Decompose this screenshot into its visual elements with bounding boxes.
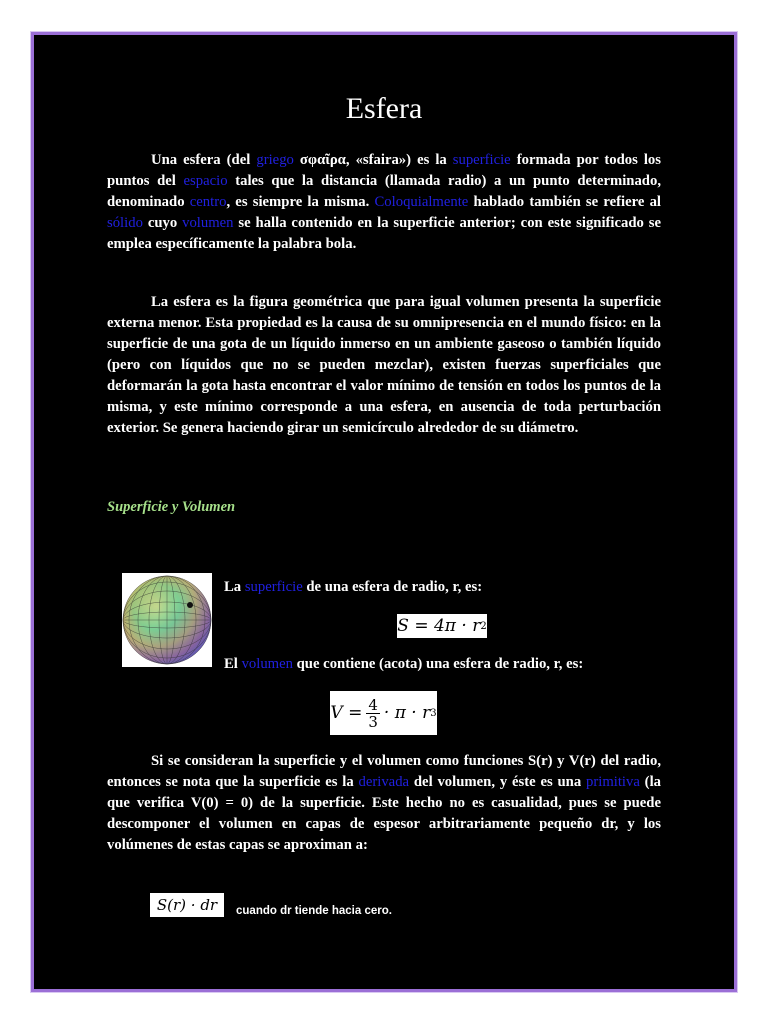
volume-formula <box>330 691 437 735</box>
sphere-image <box>122 573 212 667</box>
page-title: Esfera <box>345 92 423 125</box>
increment-formula: S(r) · dr <box>150 893 224 917</box>
fraction-numerator: 4 <box>368 695 378 714</box>
text: (la que verifica V(0) = 0) de la superficie. Este hecho no es casualidad, pues se puede descomponer el volumen en capas de espesor arbitrariamente pequeño dr, y los volúmenes de estas capas se aproximan a: <box>107 774 661 853</box>
text: del volumen, y éste es una <box>409 774 586 790</box>
section-subheading: Superficie y Volumen <box>107 499 236 515</box>
link-superficie-2[interactable]: superficie <box>244 579 303 595</box>
formula-exponent: 2 <box>480 620 487 632</box>
text: que contiene (acota) una esfera de radio, r, es: <box>292 656 584 672</box>
formula-text: · π · r <box>383 703 431 723</box>
sphere-icon <box>122 573 212 667</box>
formula-fraction <box>366 697 380 730</box>
third-paragraph <box>107 751 661 856</box>
link-espacio[interactable]: espacio <box>183 173 228 189</box>
surface-formula <box>397 614 487 638</box>
text: se halla contenido en la superficie anterior; con este significado se emplea específicamente la palabra bola. <box>107 215 662 252</box>
increment-text: cuando dr tiende hacia cero. <box>236 905 392 917</box>
volume-sentence <box>224 656 583 673</box>
text: , es siempre la misma. <box>226 194 375 210</box>
text: formada por todos los puntos del <box>107 152 661 189</box>
formula-text: V = <box>330 703 363 723</box>
fraction-denominator: 3 <box>368 712 378 731</box>
link-volumen-2[interactable]: volumen <box>241 656 293 672</box>
formula-exponent: 3 <box>430 707 437 719</box>
link-griego[interactable]: griego <box>256 152 294 168</box>
text: Una esfera (del <box>151 152 257 168</box>
text: hablado también se refiere al <box>468 194 661 210</box>
text: El <box>224 656 242 672</box>
text: La <box>224 579 245 595</box>
link-solido[interactable]: sólido <box>107 215 143 231</box>
link-primitiva[interactable]: primitiva <box>586 774 640 790</box>
text: tales que la distancia (llamada radio) a un punto determinado, denominado <box>107 173 661 210</box>
link-coloquialmente[interactable]: Coloquialmente <box>374 194 469 210</box>
link-superficie[interactable]: superficie <box>452 152 511 168</box>
link-centro[interactable]: centro <box>189 194 227 210</box>
link-derivada[interactable]: derivada <box>358 774 410 790</box>
surface-sentence <box>224 579 482 596</box>
formula-text: S = 4π · r <box>397 616 481 636</box>
text: Si se consideran la superficie y el volumen como funciones S(r) y V(r) del radio, entonces se nota que la superficie es la <box>107 753 661 790</box>
link-volumen[interactable]: volumen <box>182 215 234 231</box>
text: de una esfera de radio, r, es: <box>302 579 483 595</box>
text: cuyo <box>142 215 183 231</box>
text: σφαῖρα, «sfaira») es la <box>293 152 453 168</box>
intro-paragraph <box>107 150 661 255</box>
second-paragraph: La esfera es la figura geométrica que para igual volumen presenta la superficie externa menor. Esta propiedad es la causa de su omnipresencia en el mundo físico: en la superficie de una gota de un líquido inmerso en un ambiente gaseoso o también líquido (pero con líquidos que no se pueden mezclar), existen fuerzas superficiales que deformarán la gota hasta encontrar el valor mínimo de tensión en todos los puntos de la misma, y este mínimo corresponde a una esfera, en ausencia de toda perturbación exterior. Se genera haciendo girar un semicírculo alrededor de su diámetro. <box>107 294 661 436</box>
